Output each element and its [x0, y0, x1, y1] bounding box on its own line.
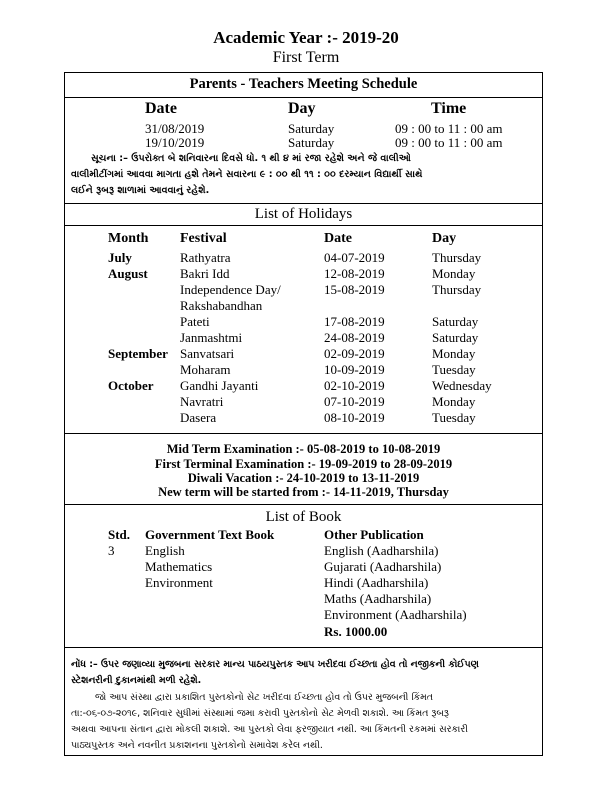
- meeting-col-day: Day: [288, 100, 316, 117]
- new-term-start: New term will be started from :- 14-11-2019, Thursday: [158, 485, 449, 499]
- holiday-month: September: [108, 346, 168, 361]
- holiday-day: Thursday: [432, 250, 482, 265]
- divider: [65, 97, 542, 98]
- books-col-std: Std.: [108, 527, 131, 542]
- holiday-festival: Rakshabandhan: [180, 298, 263, 313]
- meeting-note-line: સૂચના :– ઉપરોક્ત બે શનિવારના દિવસે ધો. ૧ થી ૪ માં રજા રહેશે અને જે વાલીઓ: [91, 153, 411, 164]
- holiday-date: 17-08-2019: [324, 314, 385, 329]
- holiday-date: 12-08-2019: [324, 266, 385, 281]
- other-book: Hindi (Aadharshila): [324, 575, 429, 590]
- other-book: English (Aadharshila): [324, 543, 439, 558]
- holiday-day: Tuesday: [432, 362, 476, 377]
- holiday-date: 07-10-2019: [324, 394, 385, 409]
- holiday-date: 02-10-2019: [324, 378, 385, 393]
- books-col-other: Other Publication: [324, 527, 424, 542]
- footer-note-line: નોંધ :– ઉપર જણાવ્યા મુજબના સરકાર માન્ય પાઠયપુસ્તક આપ ખરીદવા ઈચ્છતા હોવ તો નજીકની કોઈપણ: [71, 659, 479, 670]
- holiday-date: 24-08-2019: [324, 330, 385, 345]
- books-heading: List of Book: [265, 509, 342, 525]
- footer-note-line: અથવા આપના સંતાન દ્વારા મોકલી શકાશે. આ પુસ્તકો લેવા ફરજીયાત નથી. આ કિંમતની રકમમાં સરકારી: [71, 724, 468, 735]
- holiday-date: 15-08-2019: [324, 282, 385, 297]
- holiday-date: 08-10-2019: [324, 410, 385, 425]
- books-total: Rs. 1000.00: [324, 624, 388, 639]
- govt-book: Mathematics: [145, 559, 213, 574]
- govt-book: English: [145, 543, 185, 558]
- divider: [65, 203, 542, 204]
- meeting-time: 09 : 00 to 11 : 00 am: [395, 121, 503, 136]
- holiday-day: Monday: [432, 394, 476, 409]
- footer-note-line: પાઠ્યપુસ્તક અને નવનીત પ્રકાશનના પુસ્તકોનો સમાવેશ કરેલ નથી.: [71, 740, 323, 751]
- term-title: First Term: [272, 49, 340, 66]
- holiday-day: Wednesday: [432, 378, 492, 393]
- meeting-date: 31/08/2019: [145, 121, 205, 136]
- meeting-col-time: Time: [431, 100, 467, 117]
- govt-book: Environment: [145, 575, 213, 590]
- holiday-festival: Janmashtmi: [180, 330, 243, 345]
- holidays-col-festival: Festival: [180, 231, 227, 246]
- holiday-month: October: [108, 378, 154, 393]
- holiday-festival: Sanvatsari: [180, 346, 235, 361]
- meeting-day: Saturday: [288, 135, 335, 150]
- academic-year-title: Academic Year :- 2019-20: [213, 28, 399, 47]
- holiday-month: August: [108, 266, 148, 281]
- holiday-festival: Rathyatra: [180, 250, 231, 265]
- footer-note-line: સ્ટેશનરીની દુકાનમાંથી મળી રહેશે.: [71, 675, 202, 686]
- books-col-govt: Government Text Book: [145, 527, 275, 542]
- meeting-day: Saturday: [288, 121, 335, 136]
- holidays-col-month: Month: [108, 231, 149, 246]
- holiday-festival: Moharam: [180, 362, 231, 377]
- holiday-day: Saturday: [432, 314, 479, 329]
- holiday-date: 04-07-2019: [324, 250, 385, 265]
- diwali-vacation: Diwali Vacation :- 24-10-2019 to 13-11-2019: [187, 471, 420, 485]
- meeting-heading: Parents - Teachers Meeting Schedule: [189, 76, 418, 92]
- holiday-festival: Gandhi Jayanti: [180, 378, 259, 393]
- meeting-date: 19/10/2019: [145, 135, 205, 150]
- meeting-col-date: Date: [145, 100, 177, 117]
- other-book: Environment (Aadharshila): [324, 607, 467, 622]
- other-book: Maths (Aadharshila): [324, 591, 432, 606]
- holiday-day: Monday: [432, 266, 476, 281]
- holiday-festival: Navratri: [180, 394, 224, 409]
- holiday-date: 10-09-2019: [324, 362, 385, 377]
- holiday-day: Monday: [432, 346, 476, 361]
- books-std: 3: [108, 543, 115, 558]
- holidays-col-date: Date: [324, 231, 352, 246]
- holiday-day: Saturday: [432, 330, 479, 345]
- meeting-note-line: લઈને રૂબરૂ શાળામાં આવવાનું રહેશે.: [71, 185, 210, 196]
- holiday-day: Thursday: [432, 282, 482, 297]
- schedule-box: [64, 72, 543, 756]
- holiday-festival: Independence Day/: [180, 282, 281, 297]
- holiday-festival: Pateti: [180, 314, 210, 329]
- footer-note-line: તા:-૦૬-૦૭-૨૦૧૯, શનિવાર સુધીમાં સંસ્થામાં જમા કરાવી પુસ્તકોનો સેટ મેળવી શકાશે. આ કિંમત રૂબરૂ: [71, 708, 449, 719]
- holiday-festival: Dasera: [180, 410, 217, 425]
- other-book: Gujarati (Aadharshila): [324, 559, 442, 574]
- footer-note-line: જો આપ સંસ્થા દ્વારા પ્રકાશિત પુસ્તકોનો સેટ ખરીદવા ઈચ્છતા હોવ તો ઉપર મુજબની કિંમત: [95, 692, 433, 703]
- holiday-day: Tuesday: [432, 410, 476, 425]
- holidays-col-day: Day: [432, 231, 457, 246]
- holidays-heading: List of Holidays: [254, 206, 353, 222]
- first-terminal-exam: First Terminal Examination :- 19-09-2019 to 28-09-2019: [154, 457, 453, 471]
- holiday-date: 02-09-2019: [324, 346, 385, 361]
- mid-term-exam: Mid Term Examination :- 05-08-2019 to 10-08-2019: [166, 442, 441, 456]
- meeting-note-line: વાલીમીટીંગમાં આવવા માગતા હશે તેમને સવારના ૯ : ૦૦ થી ૧૧ : ૦૦ દરમ્યાન વિદ્યાર્થી સાથે: [71, 169, 423, 180]
- divider: [65, 225, 542, 226]
- divider: [65, 647, 542, 648]
- holiday-month: July: [108, 250, 132, 265]
- divider: [65, 433, 542, 434]
- meeting-time: 09 : 00 to 11 : 00 am: [395, 135, 503, 150]
- holiday-festival: Bakri Idd: [180, 266, 230, 281]
- divider: [65, 504, 542, 505]
